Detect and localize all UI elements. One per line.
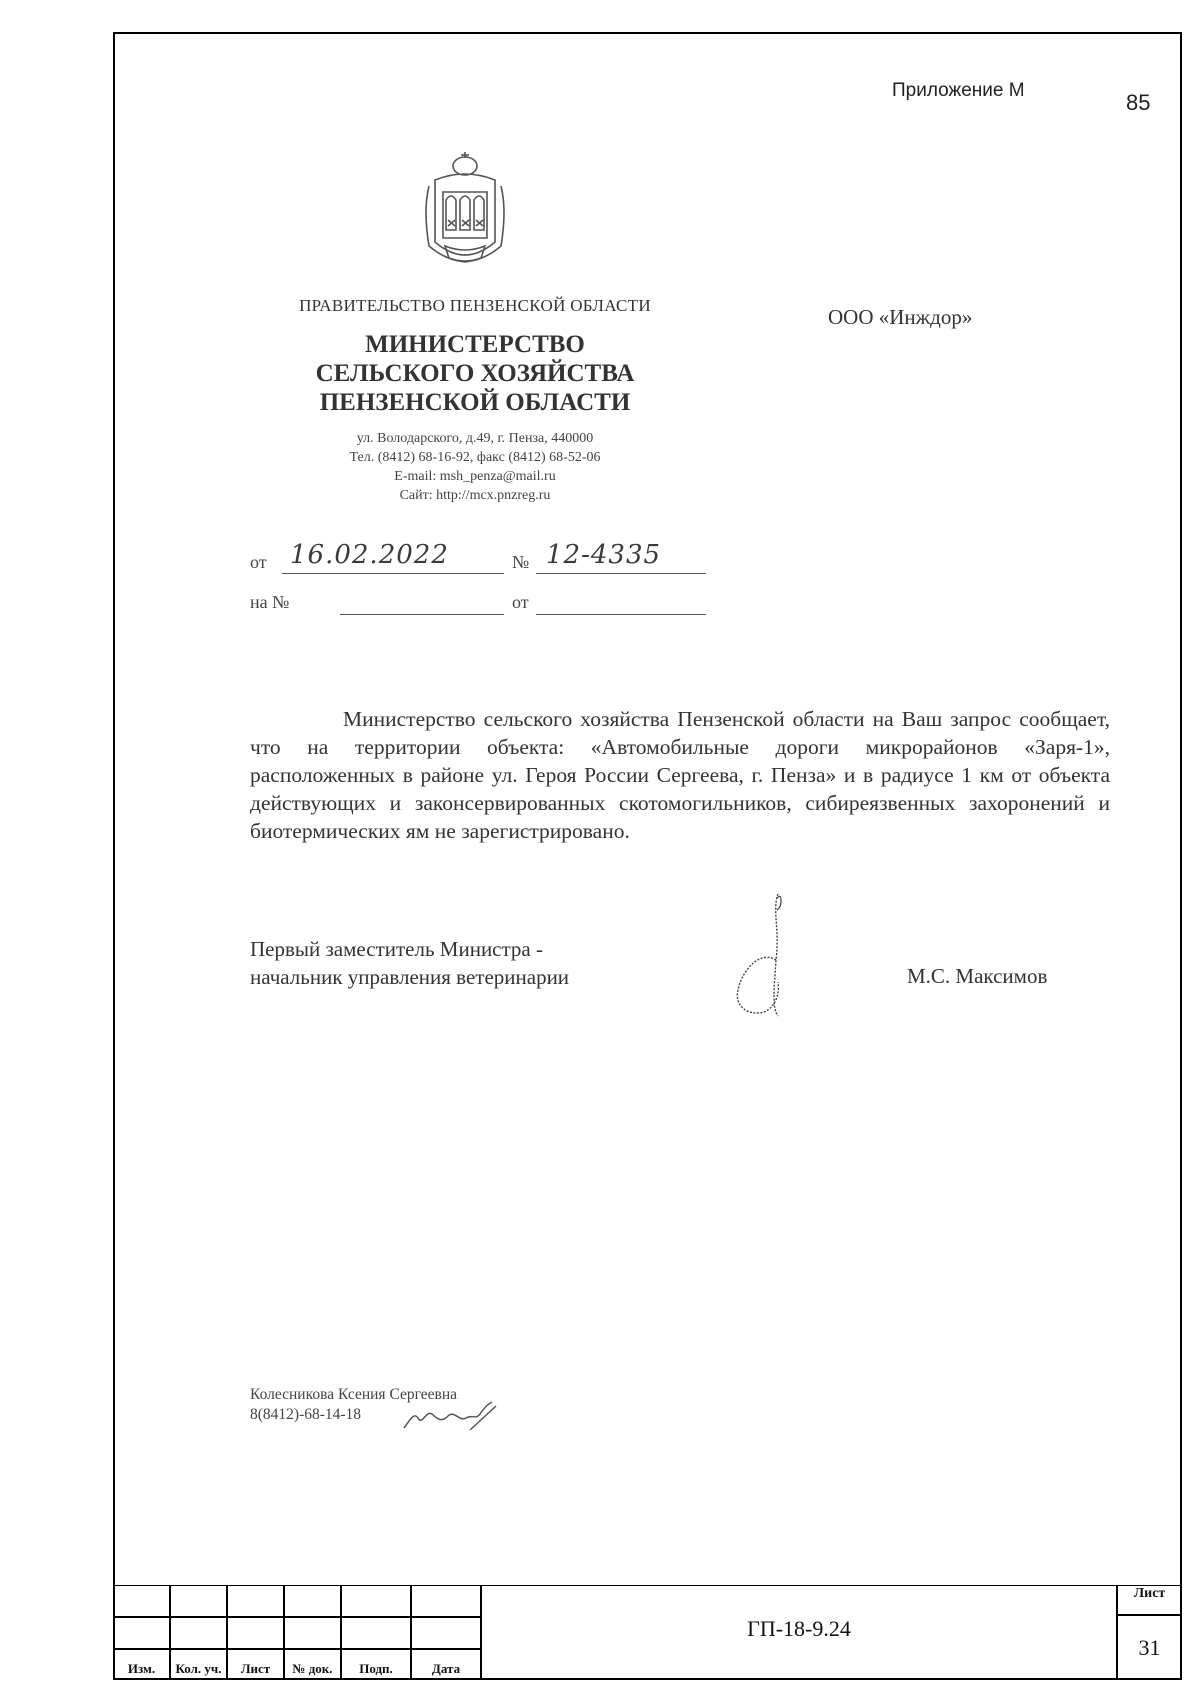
reg-date-line [282, 573, 504, 574]
ministry-line: ПЕНЗЕНСКОЙ ОБЛАСТИ [319, 389, 631, 416]
sender-site: Сайт: http://mcx.pnzreg.ru [399, 488, 551, 503]
header-date: Дата [411, 1649, 481, 1680]
ministry-name [250, 330, 700, 417]
header-list: Лист [227, 1649, 284, 1680]
reg-number-line [536, 573, 706, 574]
header-signature: Подп. [341, 1649, 411, 1680]
executor-phone: 8(8412)-68-14-18 [250, 1406, 362, 1423]
signatory-position-line: Первый заместитель Министра - [250, 937, 543, 961]
sheet-number: 31 [1117, 1615, 1182, 1680]
reg-reply-number-line [340, 614, 504, 615]
executor-name: Колесникова Ксения Сергеевна [250, 1386, 458, 1403]
sender-address: ул. Володарского, д.49, г. Пенза, 440000 [356, 431, 594, 446]
handwritten-signature-icon [720, 890, 800, 1020]
title-cell [227, 1617, 284, 1649]
sender-phone: Тел. (8412) 68-16-92, факс (8412) 68-52-06 [349, 450, 601, 465]
title-cell [411, 1585, 481, 1617]
title-cell [284, 1617, 341, 1649]
reg-date: 16.02.2022 [290, 540, 449, 570]
title-cell [227, 1585, 284, 1617]
header-doc-number: № док. [284, 1649, 341, 1680]
recipient: ООО «Инждор» [828, 305, 973, 329]
reg-reply-label: на № [250, 592, 290, 612]
page-frame [113, 32, 1182, 1680]
signatory-position-line: начальник управления ветеринарии [250, 965, 570, 989]
reg-number: 12-4335 [546, 540, 662, 570]
reg-reply-from-label: от [512, 592, 529, 612]
executor-signature-icon [400, 1400, 500, 1440]
letter-body [250, 705, 1110, 845]
sender-contacts [250, 429, 700, 505]
sender-email: E-mail: msh_penza@mail.ru [394, 469, 556, 484]
header-kol-uch: Кол. уч. [170, 1649, 227, 1680]
title-cell [113, 1617, 170, 1649]
letter-paragraph: Министерство сельского хозяйства Пензенской области на Ваш запрос сообщает, что на территории объекта: «Автомобильные дороги микрорайонов «Заря-1», расположенных в районе ул. Героя России Сергеева, г. Пенза» и в радиусе 1 км от объекта действующих и законсервированных скотомогильников, сибиреязвенных захоронений и биотермических ям не зарегистрировано. [250, 707, 1110, 843]
title-cell [341, 1617, 411, 1649]
ministry-line: МИНИСТЕРСТВО [365, 331, 585, 358]
title-cell [411, 1617, 481, 1649]
title-cell [170, 1617, 227, 1649]
title-cell [170, 1585, 227, 1617]
reg-number-label: № [512, 552, 530, 572]
page-number: 85 [1126, 90, 1151, 115]
document-code: ГП-18-9.24 [747, 1616, 851, 1641]
reg-from-label: от [250, 552, 267, 572]
appendix-label: Приложение М [892, 80, 1025, 101]
title-cell [113, 1585, 170, 1617]
reg-reply-date-line [536, 614, 706, 615]
sheet-label: Лист [1117, 1585, 1182, 1615]
government-header: ПРАВИТЕЛЬСТВО ПЕНЗЕНСКОЙ ОБЛАСТИ [299, 296, 651, 315]
ministry-line: СЕЛЬСКОГО ХОЗЯЙСТВА [315, 360, 635, 387]
coat-of-arms-icon [415, 150, 515, 278]
title-block [113, 1585, 1182, 1680]
header-izm: Изм. [113, 1649, 170, 1680]
title-cell [284, 1585, 341, 1617]
document-code-cell [481, 1585, 1117, 1680]
signatory-position [250, 935, 569, 991]
title-cell [341, 1585, 411, 1617]
signatory-name: М.С. Максимов [907, 964, 1048, 988]
